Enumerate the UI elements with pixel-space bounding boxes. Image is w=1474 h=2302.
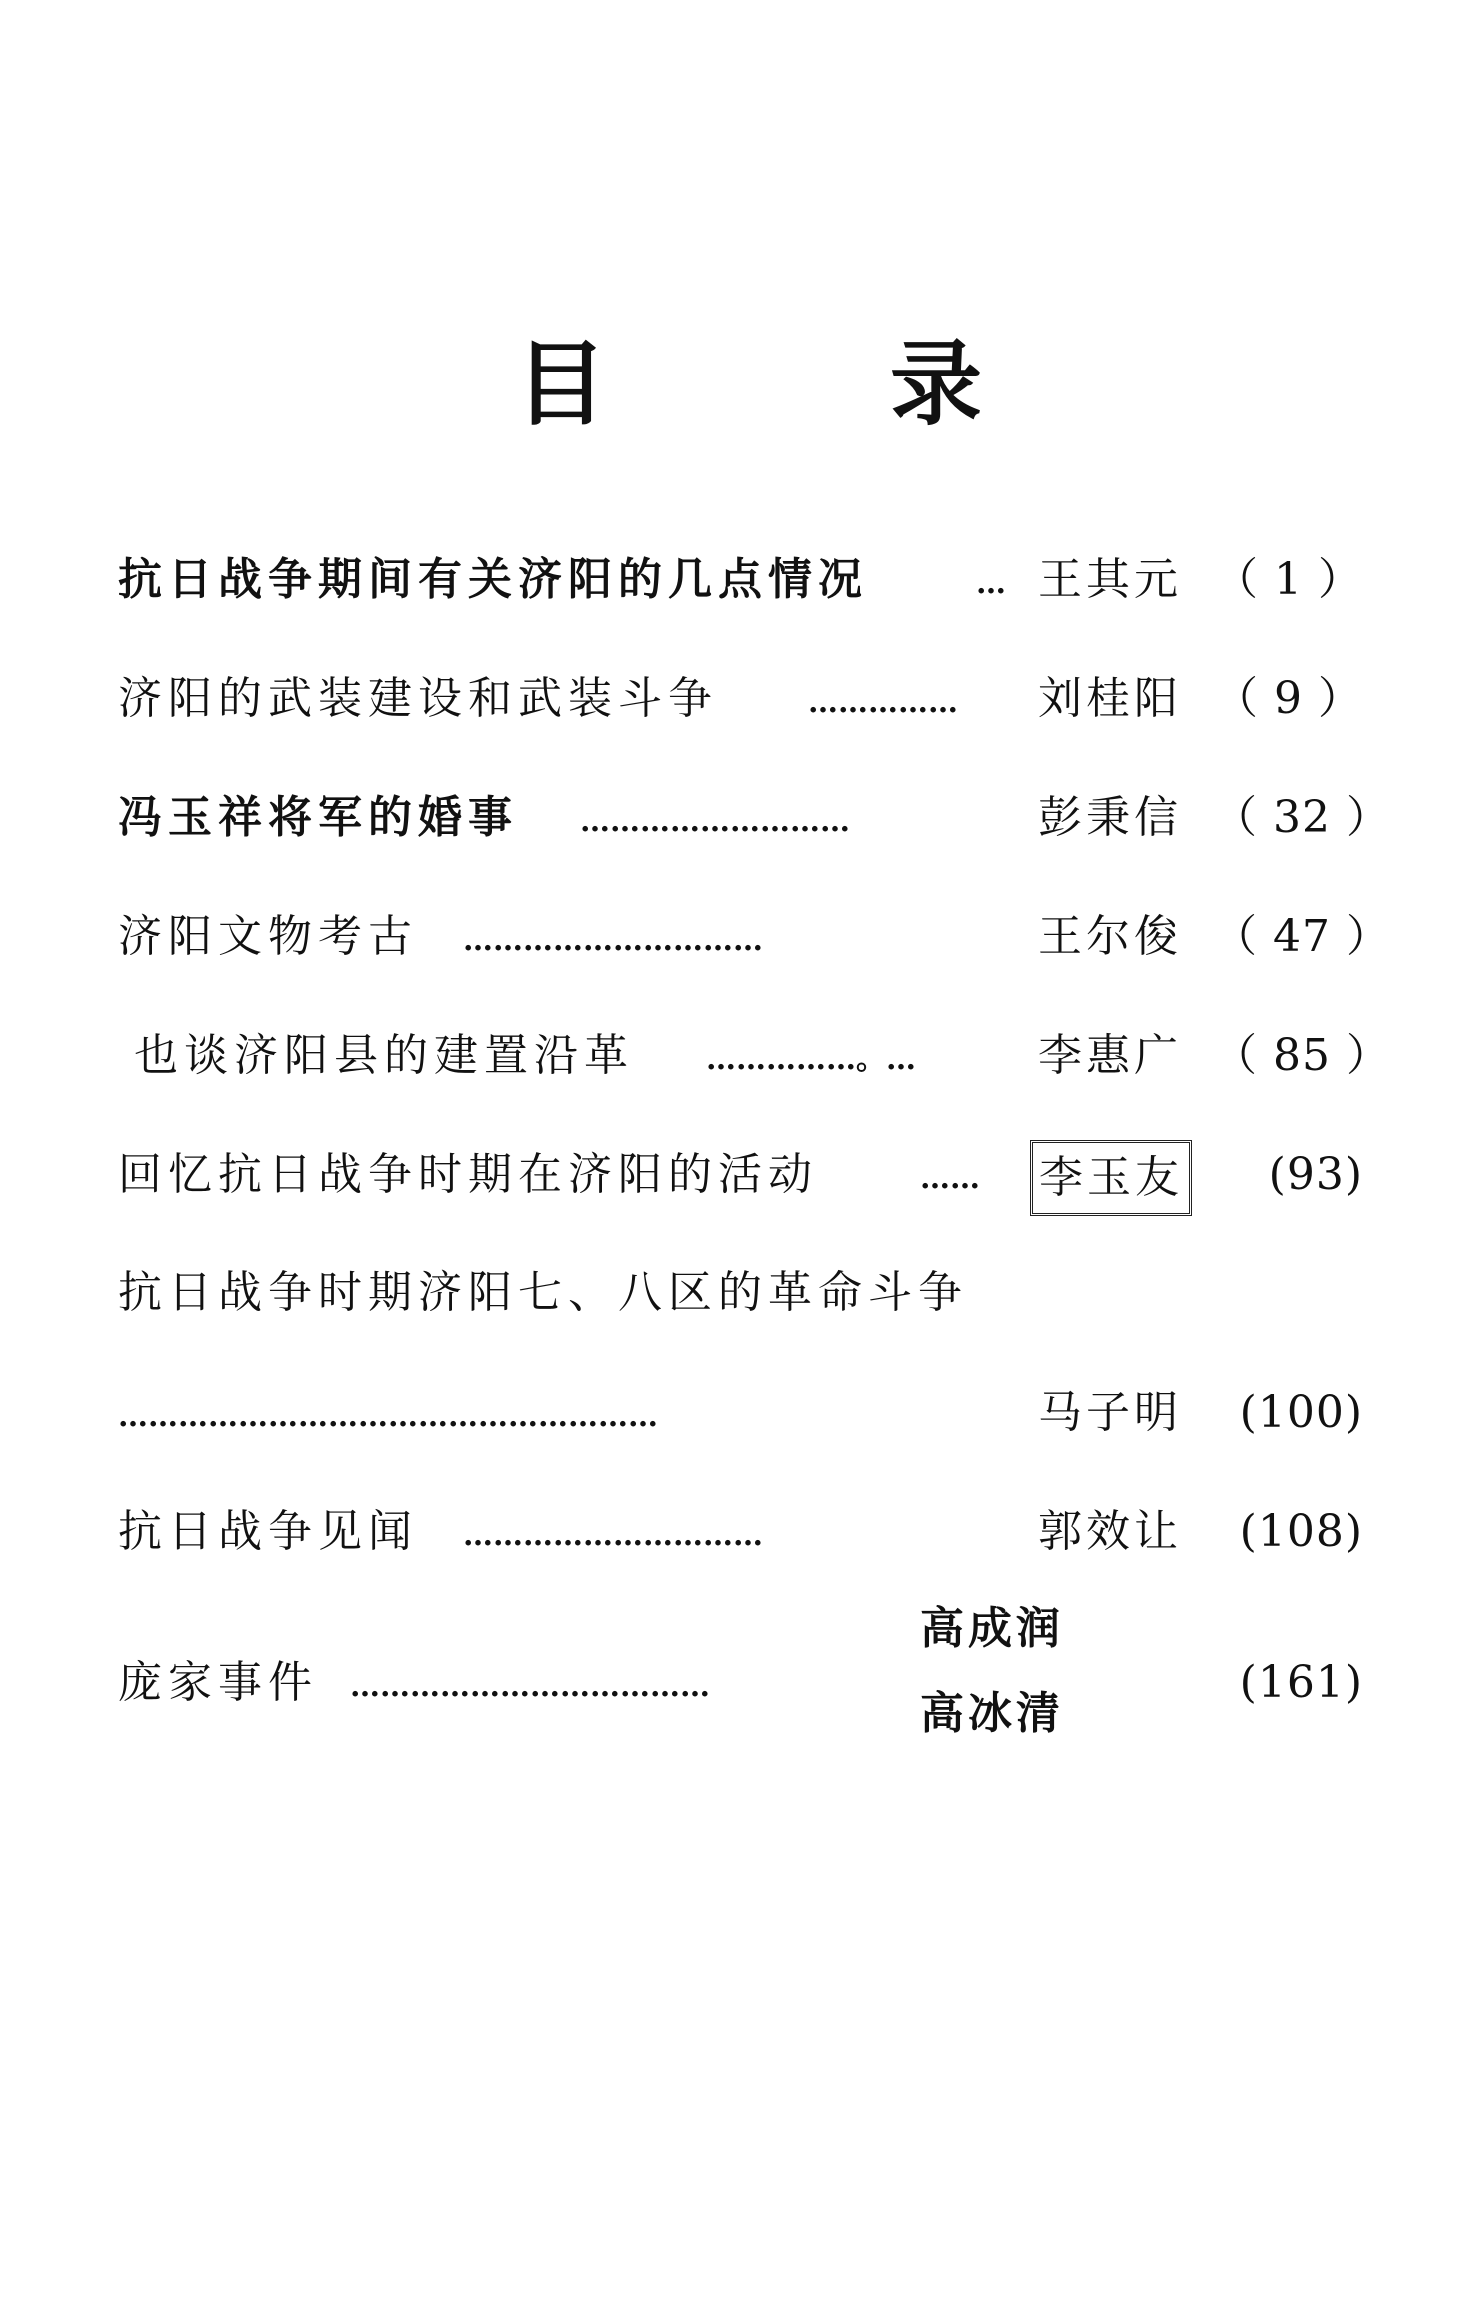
entry-page: （ 85 ） [1213, 1030, 1391, 1081]
dot-leader: ……………………………… [350, 1669, 710, 1704]
entry-page: (108) [1239, 1506, 1363, 1557]
toc-entry[interactable] [118, 1021, 1391, 1091]
entry-author-boxed: 李玉友 [1030, 1140, 1192, 1216]
entry-title: 抗日战争期间有关济阳的几点情况 [118, 554, 868, 605]
entry-page: (93) [1268, 1149, 1363, 1200]
entry-author: 马子明 [1038, 1387, 1182, 1438]
toc-entry-continuation[interactable] [118, 1378, 1363, 1448]
entry-page: (100) [1239, 1387, 1363, 1438]
entry-author: 郭效让 [1038, 1506, 1182, 1557]
entry-page: （ 1 ） [1214, 554, 1363, 605]
title-char-mu: 目 [515, 331, 608, 438]
dot-leader: ………………………… [463, 1518, 763, 1553]
entry-author: 刘桂阳 [1038, 673, 1182, 724]
page-title [0, 330, 1474, 440]
entry-author: 王其元 [1038, 554, 1182, 605]
toc-entry[interactable] [118, 545, 1363, 615]
dot-leader: …………… [808, 685, 958, 720]
toc-entry[interactable] [118, 783, 1391, 853]
entry-author-2: 高冰清 [920, 1688, 1064, 1739]
dot-leader: ………………………… [463, 923, 763, 958]
dot-leader: ……………。… [706, 1042, 916, 1077]
entry-page: （ 32 ） [1213, 792, 1391, 843]
entry-author: 王尔俊 [1038, 911, 1182, 962]
title-char-lu: 录 [890, 331, 983, 438]
entry-author-1: 高成润 [920, 1603, 1064, 1654]
entry-title: 济阳的武装建设和武装斗争 [118, 673, 718, 724]
toc-entry[interactable] [118, 1648, 1363, 1718]
toc-entry[interactable] [118, 1140, 1363, 1210]
entry-page: (161) [1239, 1657, 1363, 1708]
entry-page: （ 9 ） [1214, 673, 1363, 724]
dot-leader: … [976, 566, 1006, 601]
dot-leader: ……………………………………………… [118, 1399, 658, 1434]
entry-title: 抗日战争见闻 [118, 1506, 418, 1557]
entry-title: 也谈济阳县的建置沿革 [134, 1030, 634, 1081]
entry-title: 庞家事件 [118, 1657, 318, 1708]
toc-entry[interactable] [118, 902, 1391, 972]
entry-author: 李惠广 [1038, 1030, 1182, 1081]
entry-title: 济阳文物考古 [118, 911, 418, 962]
entry-author: 彭秉信 [1038, 792, 1182, 843]
dot-leader: ……………………… [580, 804, 850, 839]
dot-leader: …… [920, 1161, 980, 1196]
entry-page: （ 47 ） [1213, 911, 1391, 962]
entry-title: 冯玉祥将军的婚事 [118, 792, 518, 843]
entry-title: 回忆抗日战争时期在济阳的活动 [118, 1149, 818, 1200]
entry-title: 抗日战争时期济阳七、八区的革命斗争 [118, 1267, 968, 1318]
toc-entry[interactable] [118, 1258, 1358, 1328]
toc-entry[interactable] [118, 1497, 1363, 1567]
toc-entry[interactable] [118, 664, 1363, 734]
